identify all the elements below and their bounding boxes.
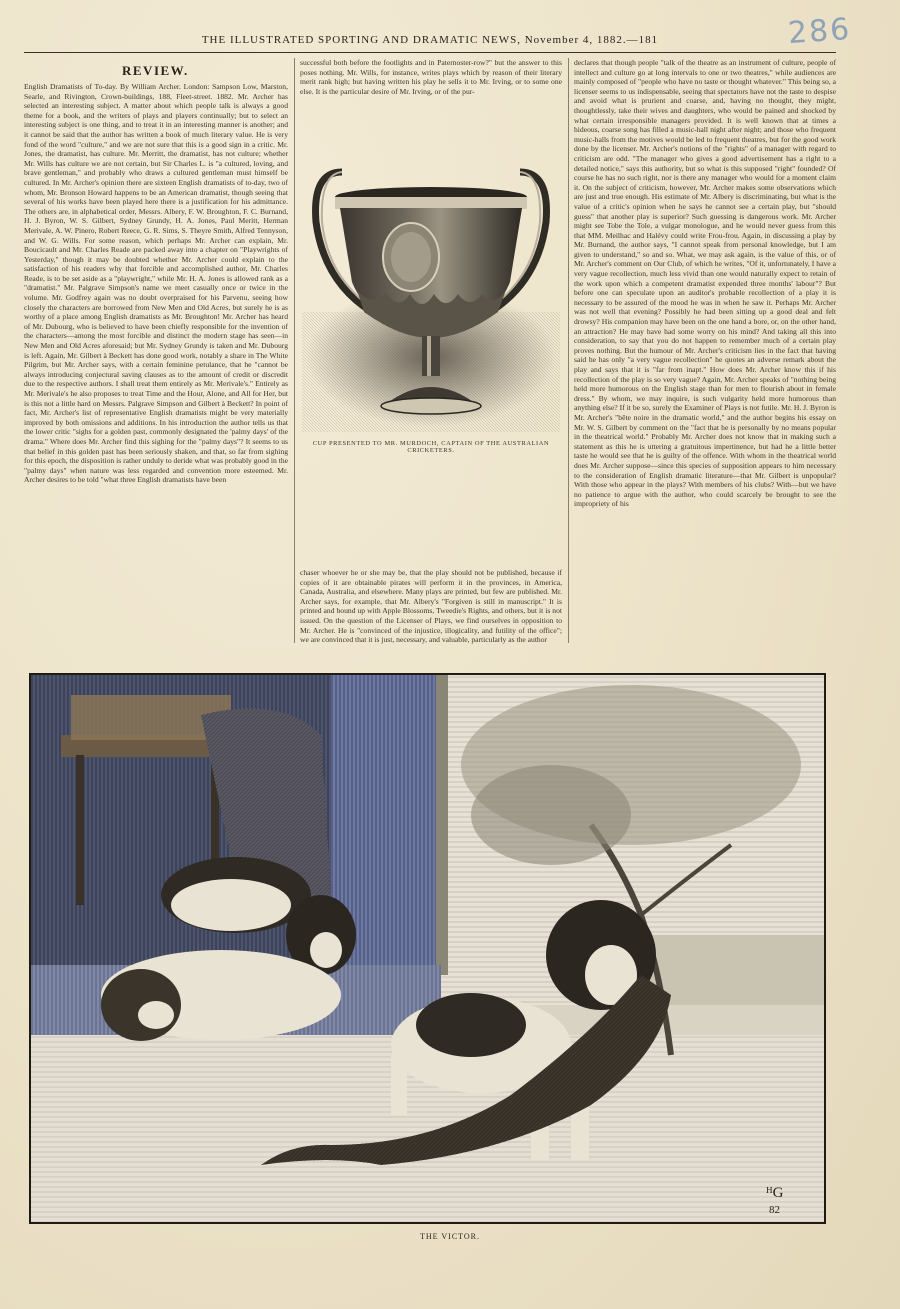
handwritten-page-number: 286	[786, 11, 853, 52]
cup-caption: CUP PRESENTED TO MR. MURDOCH, CAPTAIN OF THE AUSTRALIAN CRICKETERS.	[312, 440, 550, 454]
review-text: English Dramatists of To-day. By William Archer. London: Sampson Low, Marston, Searle, and Rivington, Crown-buildings, 188, Fleet-street. 1882. Mr. Archer has selected an interesting subject. A matter about which people talk is always a good theme for a book, and the writers of plays and players continually; but to select an interesting subject is one thing, and to treat it in an interesting manner is another; and it cannot be said that the author has written a book of much literary value. He is very fond of the word "culture," and we are not sure that this is a good sign in a critic. Mr. Jones, the dramatist, has culture. Mr. Merritt, the dramatist, has not culture; whether Mr. Wills has culture we are not certain, but Sir Charles L. is "a cultured, loving, and brave gentleman," and probably who draws a cultured gentleman must himself be cultured. In Mr. Archer's opinion there are sixteen English dramatists of to-day, two of whom, Mr. Bronson Howard happens to be an American dramatist, though seeing that several of his works have been played here there is a justification for his admittance. The others are, in alphabetical order, Messrs. Albery, F. W. Broughton, F. C. Burnand, H. J. Byron, W. S. Gilbert, Sydney Grundy, H. A. Jones, Paul Meritt, Herman Merivale, A. W. Pinero, Robert Reece, G. R. Sims, S. Theyre Smith, Alfred Tennyson, and W. G. Wills. For some reason, which perhaps Mr. Archer can explain, Mr. Boucicault and Mr. Charles Reade are packed away into a chapter on "Playwrights of Yesterday," though it may be doubted whether Mr. Archer could explain to the satisfaction of his readers why that forcible and accomplished author, Mr. Charles Reade, is to be set aside as a "playwright," while Mr. H. A. Jones is allowed rank as a "dramatist." Mr. Palgrave Simpson's name we meet casually once or twice in the volume. Mr. Godfrey again was no doubt overpraised for his Parvenu, seeing how closely the characters are borrowed from New Men and Old Acres, but surely he is as worthy of a place among English dramatists as Mr. Broughton! Mr. Archer has heard of Mr. Dubourg, who is believed to have been chiefly responsible for the invention of the characters—among the most forcible and distinct the modern stage has seen—in New Men and Old Acres aforesaid; but Mr. Sydney Grundy is taken and Mr. Dubourg is left. Again, Mr. Gilbert à Beckett has done good work, notably a share in The White Pilgrim, but Mr. Archer says, with a certain feminine petulance, that he "cannot be always introducing conjectural saving clauses as to the amount of credit or discredit due to the respective authors. I shall treat them entirely as Mr. Merivale's." Entirely as Mr. Merivale's he also proposes to treat Time and the Hour, Alone, and All for Her, but is this not a little hard on Messrs. Palgrave Simpson and Gilbert à Beckett? In point of fact, Mr. Archer's list of representative English dramatists might be very materially improved by both omissions and additions. In his introduction the author tells us that the lower critic "sighs for a golden past, commonly designated the 'palmy days' of the drama." Where does Mr. Archer find this sighing for the "palmy days"? It seems to us that belief in this golden past has been seriously shaken, and that, so far from sighing for this epoch, the disposition is rather unduly to deride what was probably good in the "palmy days" when nature was less regarded and convention more esteemed. Mr. Archer desires to be told "what three English dramatists have been	[24, 82, 288, 485]
cup-illustration	[302, 112, 560, 437]
column-rule	[294, 58, 295, 643]
review-text: declares that though people "talk of the theatre as an instrument of culture, people of intellect and culture go at long intervals to one or two theatres," while audiences are mainly composed of "people who have no taste or thought whatever." This being so, a licenser seems to us indispensable, seeing that spectators have not the taste to despise and avoid what is prurient and coarse, and, having no thought, they might, thoughtlessly, take their wives and daughters, who would be pained and shocked by what certain irresponsible managers provided. It is well known that at times a hideous, coarse song has filled a music-hall night after night; and those who frequent music-halls from the motives would be led to frequent theatres, but for the good work done by the licenser. Mr. Archer's notions of the "rights" of a manager with regard to criticism are odd. "The manager who gives a good advertisement has a right to a detailed notice," says this authority, but so what is this supposed "right" founded? Of course he has no such right, nor is there any manager who would for a moment claim it. On the subject of criticism, however, Mr. Archer makes some observations which are just and true enough. His estimate of Mr. Albery is discriminating, but what is the value of a critic's opinion when he says he cannot see a certain play, but "should guess" that another play is superior? Such guessing is dangerous work. Mr. Archer might see Tobe the Tole, a vulgar monologue, and he would never guess from this that MM. Meilhac and Halévy could write Frou-frou. Again, in discussing a play by Mr. Burnand, the author says, "I cannot speak from personal knowledge, but I am given to understand," so and so. What, we may ask again, is the value of this, or of Mr. Archer's comment on Our Club, of which he writes, "Of it, unfortunately, I have a very vague recollection, much less vivid than one would naturally expect to retain of the work upon which a competent dramatist expended three months' labour"? But before one can speculate upon an auditor's probable recollection of a play it is necessary to be assured of the mood he was in when he saw it. Perhaps Mr. Archer was not well that evening? Possibly he had been sitting up a good deal and felt drowsy? His companion may have been on the one hand a bore, or, on the other hand, an attraction? He may have had some worry on his mind? And taking all this into consideration, to say that you do not happen to remember much of a certain play proves nothing. But the humour of Mr. Archer's criticism lies in the fact that having said he has only "a very vague recollection" he quotes an adverse remark about the play and says that it is "far from inapt." How does Mr. Archer know this if his recollection of the play is so very vague? Again, Mr. Archer speaks of "nothing being held more humorous on the English stage than for men to flourish about in female dress." By whom, we may inquire, is such vulgarity held more humorous than anything else? If it be so, surely the Examiner of Plays is not futile. Mr. H. J. Byron is Mr. Archer's "bête noire in the dramatic world," and the author begins his essay on Mr. W. S. Gilbert by comment on the "fact that he is personally by no means popular in the theatrical world." Probably Mr. Archer does not know that in making such a statement as this he is uttering a gratuitous impertinence, but had he a little better taste he would see that he is guilty of the offence. With whom in the theatrical world does Mr. Archer suppose—since this species of supposition appears to him necessary to the consideration of English dramatic literature—that Mr. Gilbert is unpopular? With those who appear in the plays? With members of his clubs? With—but we have no patience to argue with the author, who could scarcely be brought to see the impropriety of his	[574, 58, 836, 509]
artist-monogram-year: 82	[769, 1204, 780, 1216]
review-column-3	[574, 58, 836, 648]
dogs-illustration	[31, 675, 824, 1222]
review-column-1	[24, 82, 288, 648]
masthead: THE ILLUSTRATED SPORTING AND DRAMATIC NEWS, November 4, 1882.—181	[201, 34, 659, 46]
review-text: chaser whoever he or she may be, that the play should not be published, because if copies of it are obtainable pirates will perform it in the provinces, in America, Canada, Australia, and elsewhere. Many plays are printed, but few are published. Mr. Archer says, for example, that Mr. Albery's "Forgiven is still in manuscript." It is printed and bound up with Apple Blossoms, Tweedie's Rights, and others, but it is not issued. On the question of the Licenser of Plays, we find ourselves in opposition to Mr. Archer. He is "convinced of the injustice, illogicality, and futility of the office"; we are convinced that it is just, necessary, and valuable, particularly as the author	[300, 568, 562, 645]
cup-engraving	[302, 112, 560, 437]
review-column-2-bottom	[300, 568, 562, 646]
masthead-rule	[24, 52, 836, 53]
review-column-2-top	[300, 58, 562, 106]
review-heading: REVIEW.	[122, 63, 189, 78]
artist-monogram: ᴴG	[766, 1185, 784, 1201]
review-text: successful both before the footlights and in Paternoster-row?" but the answer to this poses nothing. Mr. Wills, for instance, writes plays which by reason of their literary merit rank high; but having written his play he sells it to Mr. Irving, or to some one else. It is the particular desire of Mr. Irving, or of the pur-	[300, 58, 562, 96]
column-rule	[568, 58, 569, 643]
engraving-caption: THE VICTOR.	[419, 1232, 481, 1241]
the-victor-engraving	[29, 673, 826, 1224]
